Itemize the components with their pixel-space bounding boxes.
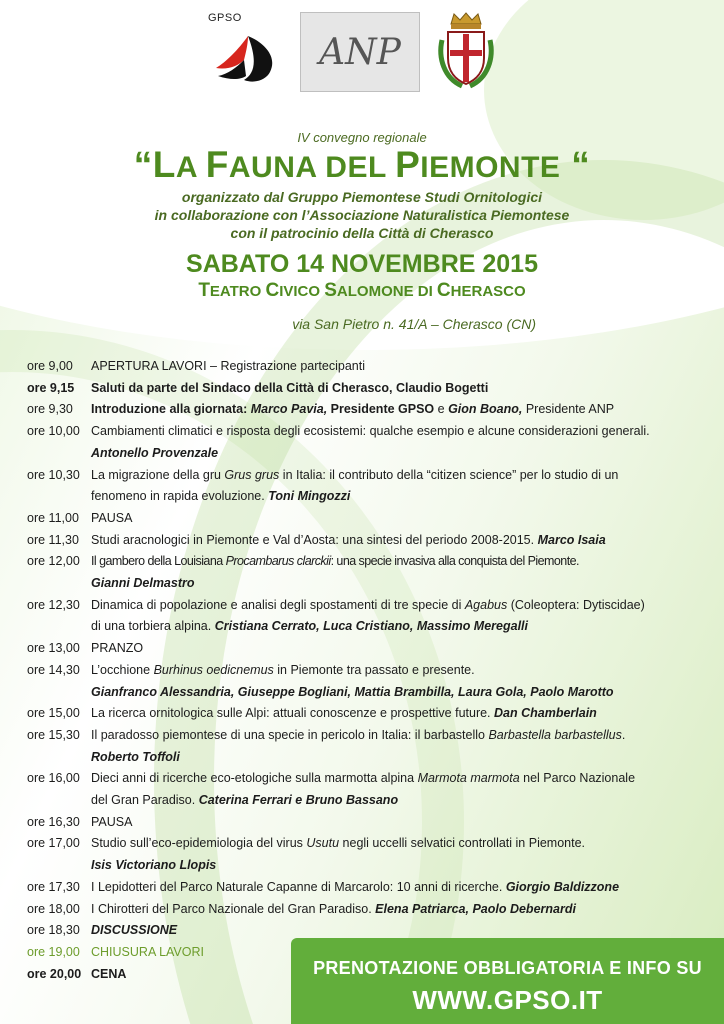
program-text: Presidente ANP: [522, 402, 615, 417]
patronage-line: con il patrocinio della Città di Cherasco: [230, 225, 494, 241]
event-title: [0, 145, 724, 188]
title-part: AUNA DEL: [228, 151, 396, 184]
event-header: [0, 130, 724, 303]
program-text: I Chirotteri del Parco Nazionale del Gran Paradiso.: [91, 901, 376, 916]
program-time: ore 20,00: [27, 966, 82, 981]
program-time: ore 13,00: [27, 641, 80, 656]
program-text: La migrazione della gru: [91, 467, 225, 482]
program-time: ore 16,30: [27, 814, 80, 829]
speaker-name: Toni Mingozzi: [268, 489, 351, 504]
program-text: Presidente GPSO: [327, 402, 435, 417]
program-time: ore 15,00: [27, 706, 80, 721]
program-desc: [91, 660, 712, 682]
program-desc: [91, 725, 712, 747]
booking-text: PRENOTAZIONE OBBLIGATORIA E INFO SU: [313, 958, 702, 978]
program-text: La ricerca ornitologica sulle Alpi: attuali conoscenze e prospettive future.: [91, 706, 495, 721]
program-time: ore 12,30: [27, 597, 80, 612]
program-row: [27, 421, 712, 443]
title-part: A: [175, 151, 206, 184]
program-time: ore 18,00: [27, 901, 80, 916]
program-time: ore 18,30: [27, 923, 80, 938]
speaker-name: Gianfranco Alessandria, Giuseppe Bogliani, Mattia Brambilla, Laura Gola, Paolo Marotto: [91, 684, 614, 699]
venue-address: via San Pietro n. 41/A – Cherasco (CN): [292, 316, 536, 332]
program-desc: [91, 486, 712, 508]
program-row: [27, 833, 712, 855]
program-time: ore 19,00: [27, 944, 80, 959]
logo-bar: [208, 12, 498, 97]
speaker-name: Roberto Toffoli: [91, 749, 180, 764]
venue-part: S: [324, 280, 337, 301]
venue-part: HERASCO: [450, 283, 526, 300]
venue-part: C: [436, 280, 451, 301]
gpso-logo-label: GPSO: [208, 12, 242, 24]
species-name: Agabus: [464, 597, 508, 612]
program-row: [27, 812, 712, 834]
program-text: L’occhione: [91, 662, 154, 677]
program-row: [27, 486, 712, 508]
program-row: [27, 660, 712, 682]
program-text: .: [621, 727, 626, 742]
program-row: [27, 356, 712, 378]
program-row: [27, 399, 712, 421]
species-name: Burhinus oedicnemus: [153, 662, 274, 677]
speaker-name: Gion Boano,: [448, 402, 523, 417]
program-row: [27, 638, 712, 660]
program-time: ore 17,00: [27, 836, 80, 851]
program-desc: [91, 530, 712, 552]
title-part: P: [395, 144, 421, 185]
website-link[interactable]: WWW.GPSO.IT: [412, 985, 603, 1015]
program-text: Studi aracnologici in Piemonte e Val d’Aosta: una sintesi del periodo 2008-2015.: [91, 532, 538, 547]
event-date: SABATO 14 NOVEMBRE 2015: [186, 250, 538, 278]
program-text: fenomeno in rapida evoluzione.: [91, 489, 269, 504]
species-name: Grus grus: [224, 467, 280, 482]
program-desc: [91, 877, 712, 899]
program-desc: [91, 616, 712, 638]
speaker-name: Cristiana Cerrato, Luca Cristiano, Massimo Meregalli: [214, 619, 528, 634]
program-time: ore 11,30: [27, 532, 79, 547]
program-row: [27, 790, 712, 812]
program-row: [27, 465, 712, 487]
species-name: Barbastella barbastellus: [488, 727, 622, 742]
gpso-logo: [208, 12, 286, 90]
program-time: ore 10,00: [27, 424, 80, 439]
title-quote-close: “: [560, 144, 591, 185]
program-text: PAUSA: [91, 814, 133, 829]
crest-icon: [434, 12, 498, 92]
title-part: F: [205, 144, 229, 185]
program-time: ore 17,30: [27, 879, 80, 894]
program-text: PAUSA: [91, 510, 133, 525]
program-text: I Lepidotteri del Parco Naturale Capanne di Marcarolo: 10 anni di ricerche.: [91, 879, 506, 894]
program-text: in Italia: il contributo della “citizen science” per lo studio di un: [279, 467, 619, 482]
program-text: in Piemonte tra passato e presente.: [273, 662, 475, 677]
program-text: nel Parco Nazionale: [519, 771, 636, 786]
program-desc: [91, 790, 712, 812]
program-text: (Coleoptera: Dytiscidae): [507, 597, 645, 612]
program-time: ore 15,30: [27, 727, 80, 742]
venue-part: ALOMONE DI: [336, 283, 437, 300]
program-time: ore 11,00: [27, 510, 79, 525]
program-row: [27, 573, 712, 595]
program-text: APERTURA LAVORI – Registrazione partecipanti: [91, 359, 365, 373]
program-desc: [91, 899, 712, 921]
collaboration-line: in collaborazione con l’Associazione Naturalistica Piemontese: [154, 207, 570, 223]
booking-banner: [291, 938, 724, 1024]
organizer-line: organizzato dal Gruppo Piemontese Studi Ornitologici: [181, 189, 543, 205]
program-row: [27, 443, 712, 465]
anp-logo-text: ANP: [319, 31, 401, 73]
program-desc: [91, 465, 712, 487]
program-row: [27, 530, 712, 552]
program-row: [27, 877, 712, 899]
program-time: ore 12,00: [27, 554, 80, 569]
speaker-name: Caterina Ferrari e Bruno Bassano: [198, 793, 399, 808]
speaker-name: Marco Isaia: [537, 532, 606, 547]
program-time: ore 10,30: [27, 467, 80, 482]
venue-part: C: [265, 280, 280, 301]
program-desc: [91, 703, 712, 725]
anp-logo: [300, 12, 420, 92]
program-row: [27, 747, 712, 769]
program-desc: [91, 595, 712, 617]
program-text: di una torbiera alpina.: [91, 619, 215, 634]
program-desc: [91, 551, 712, 573]
venue-part: T: [198, 280, 210, 301]
species-name: Marmota marmota: [417, 771, 520, 786]
program-list: [27, 356, 712, 985]
program-text: PRANZO: [91, 641, 144, 656]
program-text: Dieci anni di ricerche eco-etologiche sulla marmotta alpina: [91, 771, 418, 786]
program-text: : una specie invasiva alla conquista del Piemonte.: [330, 554, 579, 569]
program-desc: [91, 399, 712, 421]
speaker-name: Elena Patriarca, Paolo Debernardi: [375, 901, 576, 916]
program-text: Studio sull’eco-epidemiologia del virus: [91, 836, 307, 851]
program-row: [27, 616, 712, 638]
species-name: Procambarus clarckii: [225, 554, 331, 569]
program-time: ore 14,30: [27, 662, 80, 677]
program-text: Dinamica di popolazione e analisi degli spostamenti di tre specie di: [91, 597, 465, 612]
venue-part: EATRO: [209, 283, 266, 300]
speaker-name: Antonello Provenzale: [91, 445, 219, 460]
program-row: [27, 725, 712, 747]
program-row: [27, 855, 712, 877]
program-desc: [91, 768, 712, 790]
program-row: [27, 899, 712, 921]
program-row: [27, 378, 712, 400]
program-row: [27, 551, 712, 573]
program-desc: [91, 833, 712, 855]
speaker-name: Isis Victoriano Llopis: [91, 858, 217, 873]
convegno-label: IV convegno regionale: [297, 130, 427, 145]
program-text: e: [434, 402, 449, 417]
species-name: Usutu: [306, 836, 340, 851]
speaker-name: Marco Pavia,: [250, 402, 328, 417]
program-row: [27, 768, 712, 790]
bird-icon: [208, 22, 286, 90]
speaker-name: Giorgio Baldizzone: [505, 879, 620, 894]
program-row: [27, 682, 712, 704]
program-text: CENA: [91, 966, 127, 981]
program-text: Introduzione alla giornata:: [91, 402, 251, 417]
program-time: ore 9,00: [27, 359, 73, 373]
speaker-name: Dan Chamberlain: [494, 706, 597, 721]
event-venue: [0, 279, 724, 303]
program-row: [27, 703, 712, 725]
venue-part: IVICO: [279, 283, 325, 300]
program-time: ore 9,30: [27, 402, 73, 417]
program-row: [27, 508, 712, 530]
program-text: Il paradosso piemontese di una specie in pericolo in Italia: il barbastello: [91, 727, 489, 742]
program-text: Cambiamenti climatici e risposta degli ecosistemi: qualche esempio e alcune considerazioni generali.: [91, 424, 650, 439]
program-row: [27, 595, 712, 617]
program-text: Il gambero della Louisiana: [91, 554, 226, 569]
program-text: CHIUSURA LAVORI: [91, 944, 204, 959]
program-text: negli uccelli selvatici controllati in Piemonte.: [339, 836, 586, 851]
title-part: IEMONTE: [420, 151, 561, 184]
program-text: Saluti da parte del Sindaco della Città di Cherasco, Claudio Bogetti: [91, 380, 489, 395]
program-text: DISCUSSIONE: [91, 923, 178, 938]
title-part: L: [152, 144, 176, 185]
title-quote-open: “: [133, 144, 153, 185]
program-time: ore 16,00: [27, 771, 80, 786]
cherasco-crest: [434, 12, 498, 97]
program-text: del Gran Paradiso.: [91, 793, 199, 808]
program-time: ore 9,15: [27, 380, 75, 395]
speaker-name: Gianni Delmastro: [91, 576, 195, 591]
